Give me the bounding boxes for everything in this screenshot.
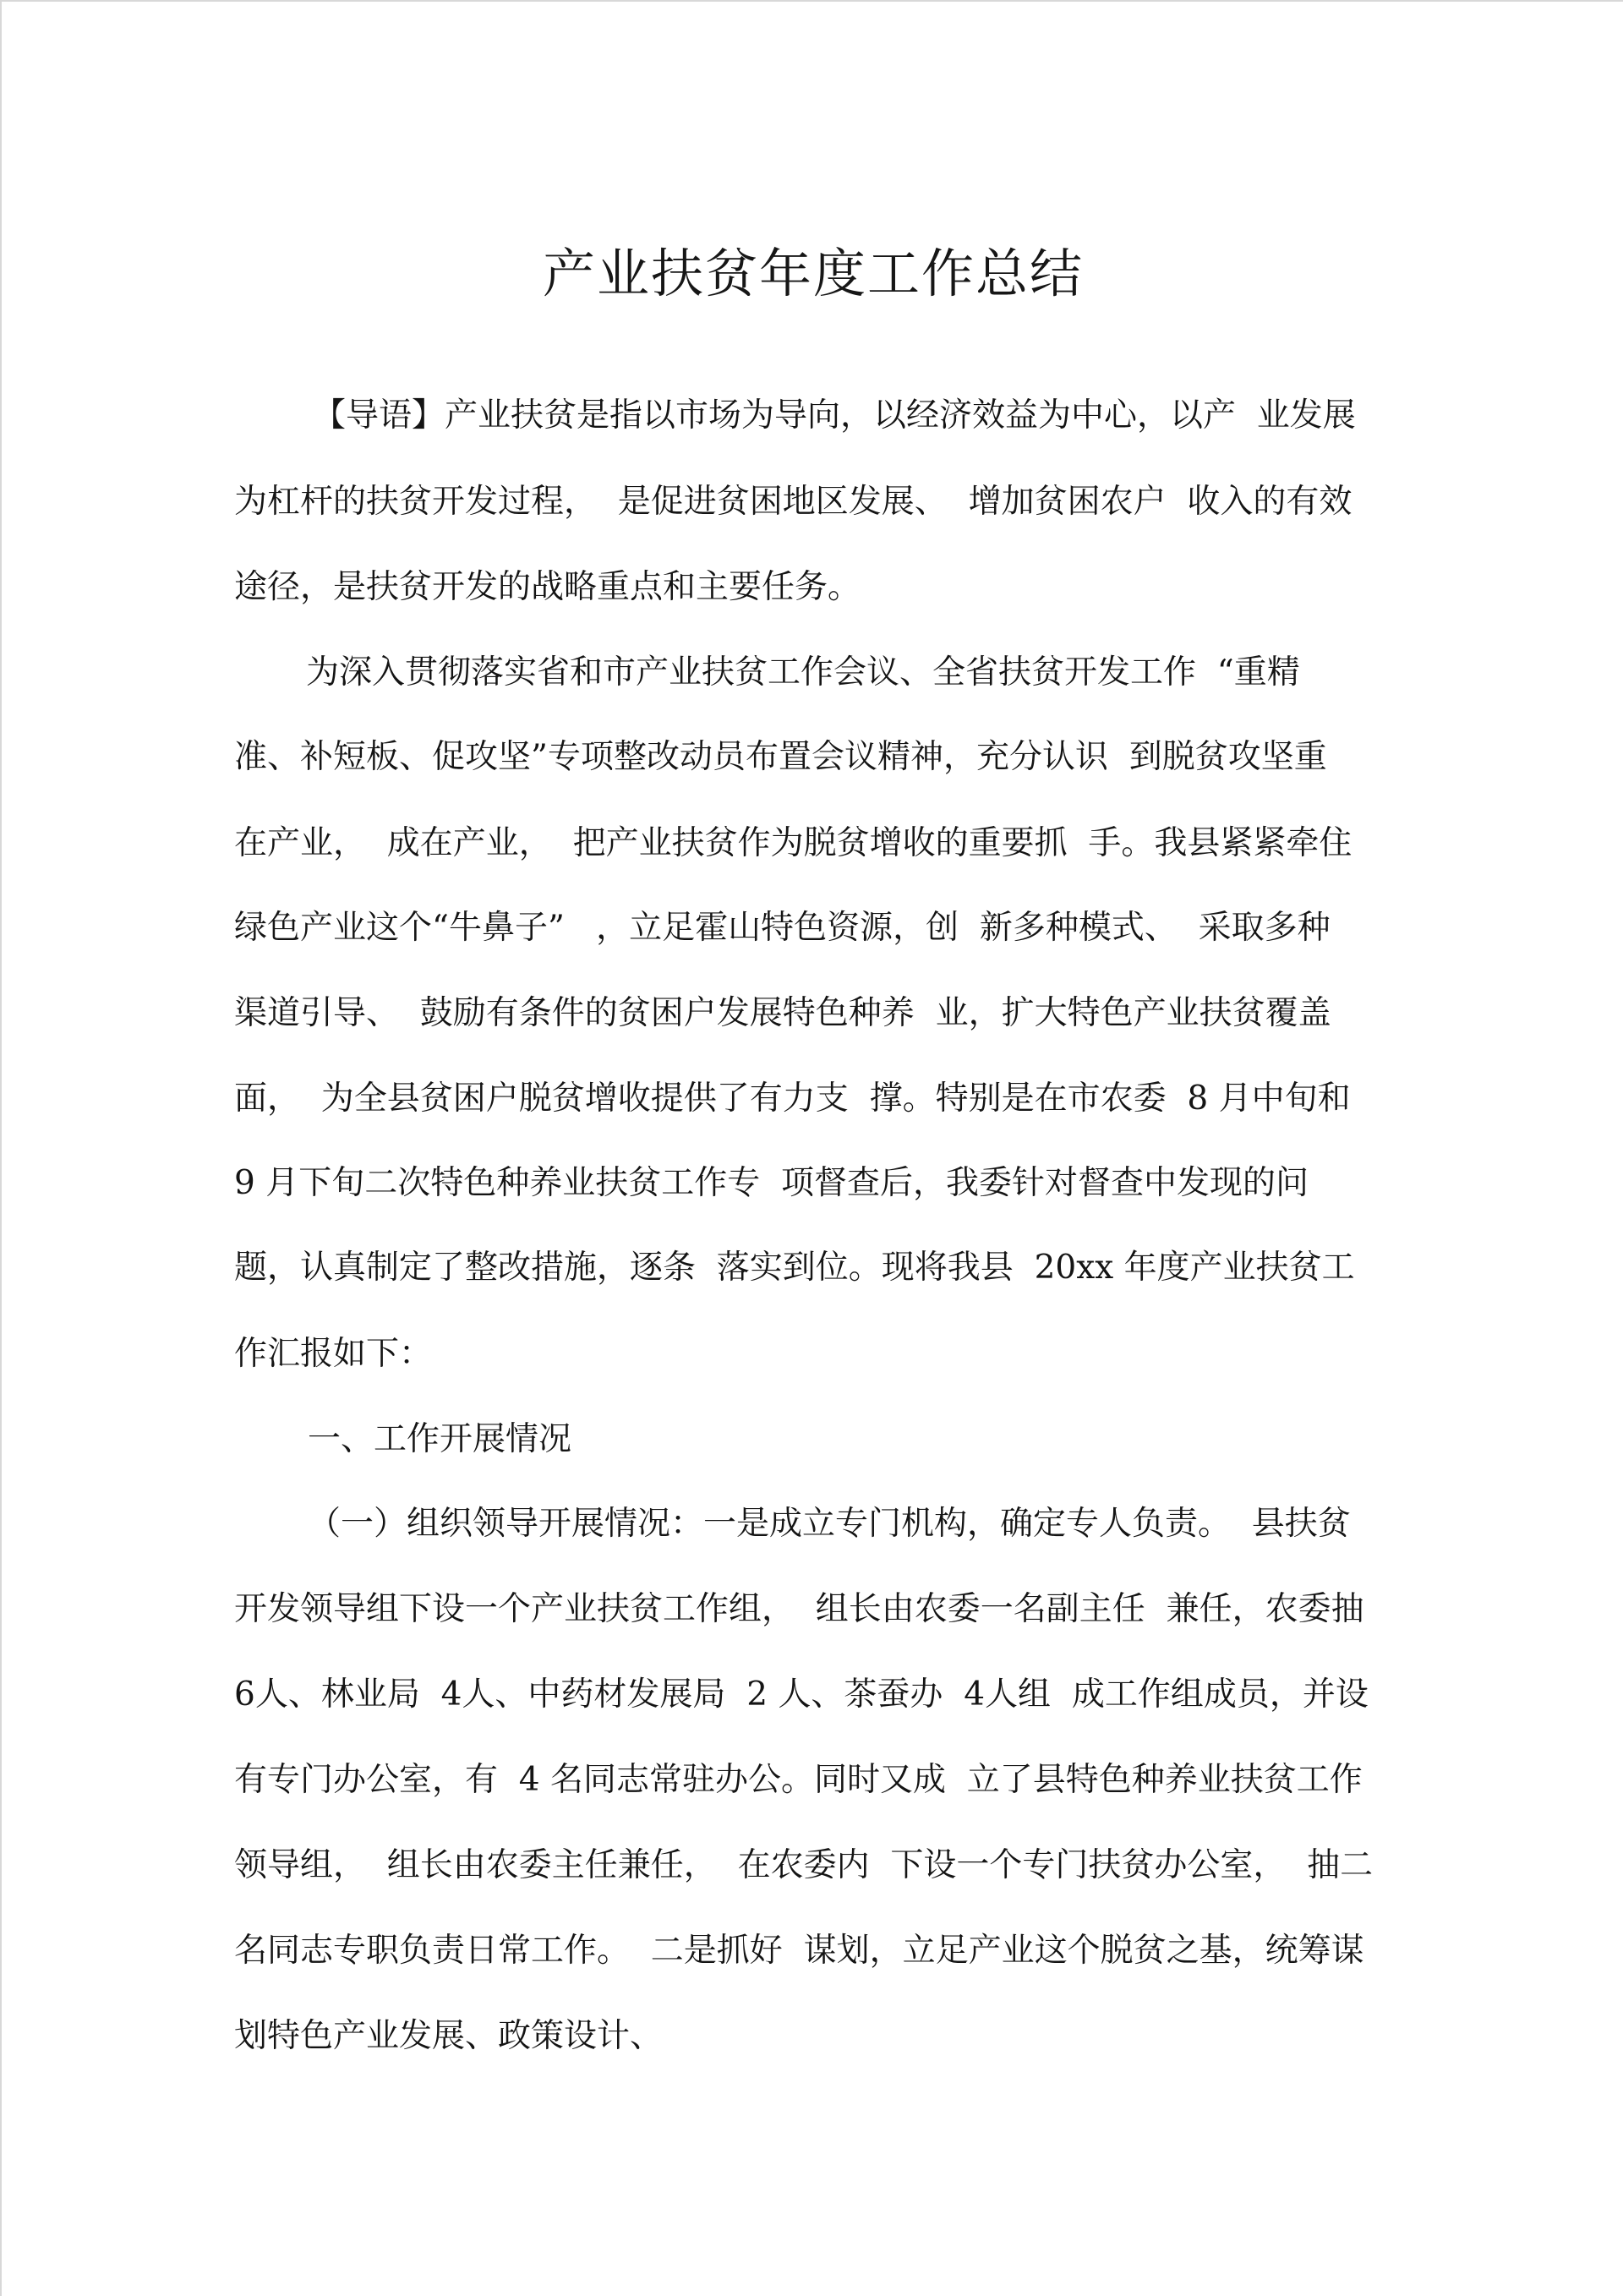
paragraph-3-line-1: （一）组织领导开展情况：一是成立专门机构，确定专人负责。 县扶贫 <box>308 1505 1351 1543</box>
paragraph-2-line-9: 作汇报如下： <box>234 1335 433 1373</box>
paragraph-2-line-4: 绿色产业这个“牛鼻子” ，立足霍山特色资源，创 新多种模式、 采取多种 <box>234 909 1331 947</box>
paragraph-2-line-6: 面， 为全县贫困户脱贫增收提供了有力支 撑。特别是在市农委 8 月中旬和 <box>234 1080 1351 1118</box>
paragraph-1-line-3: 途径，是扶贫开发的战略重点和主要任务。 <box>234 568 861 606</box>
paragraph-2-line-3: 在产业， 成在产业， 把产业扶贫作为脱贫增收的重要抓 手。我县紧紧牵住 <box>234 824 1352 862</box>
paragraph-1-line-2: 为杠杆的扶贫开发过程， 是促进贫困地区发展、 增加贫困农户 收入的有效 <box>234 483 1352 521</box>
paragraph-3-line-7: 划特色产业发展、政策设计、 <box>234 2017 664 2055</box>
paragraph-2-line-8: 题，认真制定了整改措施，逐条 落实到位。现将我县 20xx 年度产业扶贫工 <box>234 1249 1355 1287</box>
paragraph-3-line-3: 6人、林业局 4人、中药材发展局 2 人、茶蚕办 4人组 成工作组成员，并设 <box>234 1676 1369 1714</box>
paragraph-3-line-6: 名同志专职负责日常工作。 二是抓好 谋划，立足产业这个脱贫之基，统筹谋 <box>234 1932 1364 1970</box>
paragraph-3-line-2: 开发领导组下设一个产业扶贫工作组， 组长由农委一名副主任 兼任，农委抽 <box>234 1590 1364 1628</box>
paragraph-2-line-2: 准、补短板、促攻坚”专项整改动员布置会议精神，充分认识 到脱贫攻坚重 <box>234 738 1327 776</box>
paragraph-2-line-1: 为深入贯彻落实省和市产业扶贫工作会议、全省扶贫开发工作 “重精 <box>306 653 1300 692</box>
paragraph-3-line-5: 领导组， 组长由农委主任兼任， 在农委内 下设一个专门扶贫办公室， 抽二 <box>234 1846 1374 1884</box>
section-heading: 一、工作开展情况 <box>308 1420 572 1458</box>
paragraph-1-line-1: 【导语】产业扶贫是指以市场为导向，以经济效益为中心，以产 业发展 <box>313 396 1356 435</box>
paragraph-2-line-7: 9 月下旬二次特色种养业扶贫工作专 项督查后，我委针对督查中发现的问 <box>234 1164 1309 1202</box>
document-title: 产业扶贫年度工作总结 <box>542 243 1084 304</box>
paragraph-2-line-5: 渠道引导、 鼓励有条件的贫困户发展特色种养 业，扩大特色产业扶贫覆盖 <box>234 994 1331 1032</box>
paragraph-3-line-4: 有专门办公室，有 4 名同志常驻办公。同时又成 立了县特色种养业扶贫工作 <box>234 1761 1363 1799</box>
